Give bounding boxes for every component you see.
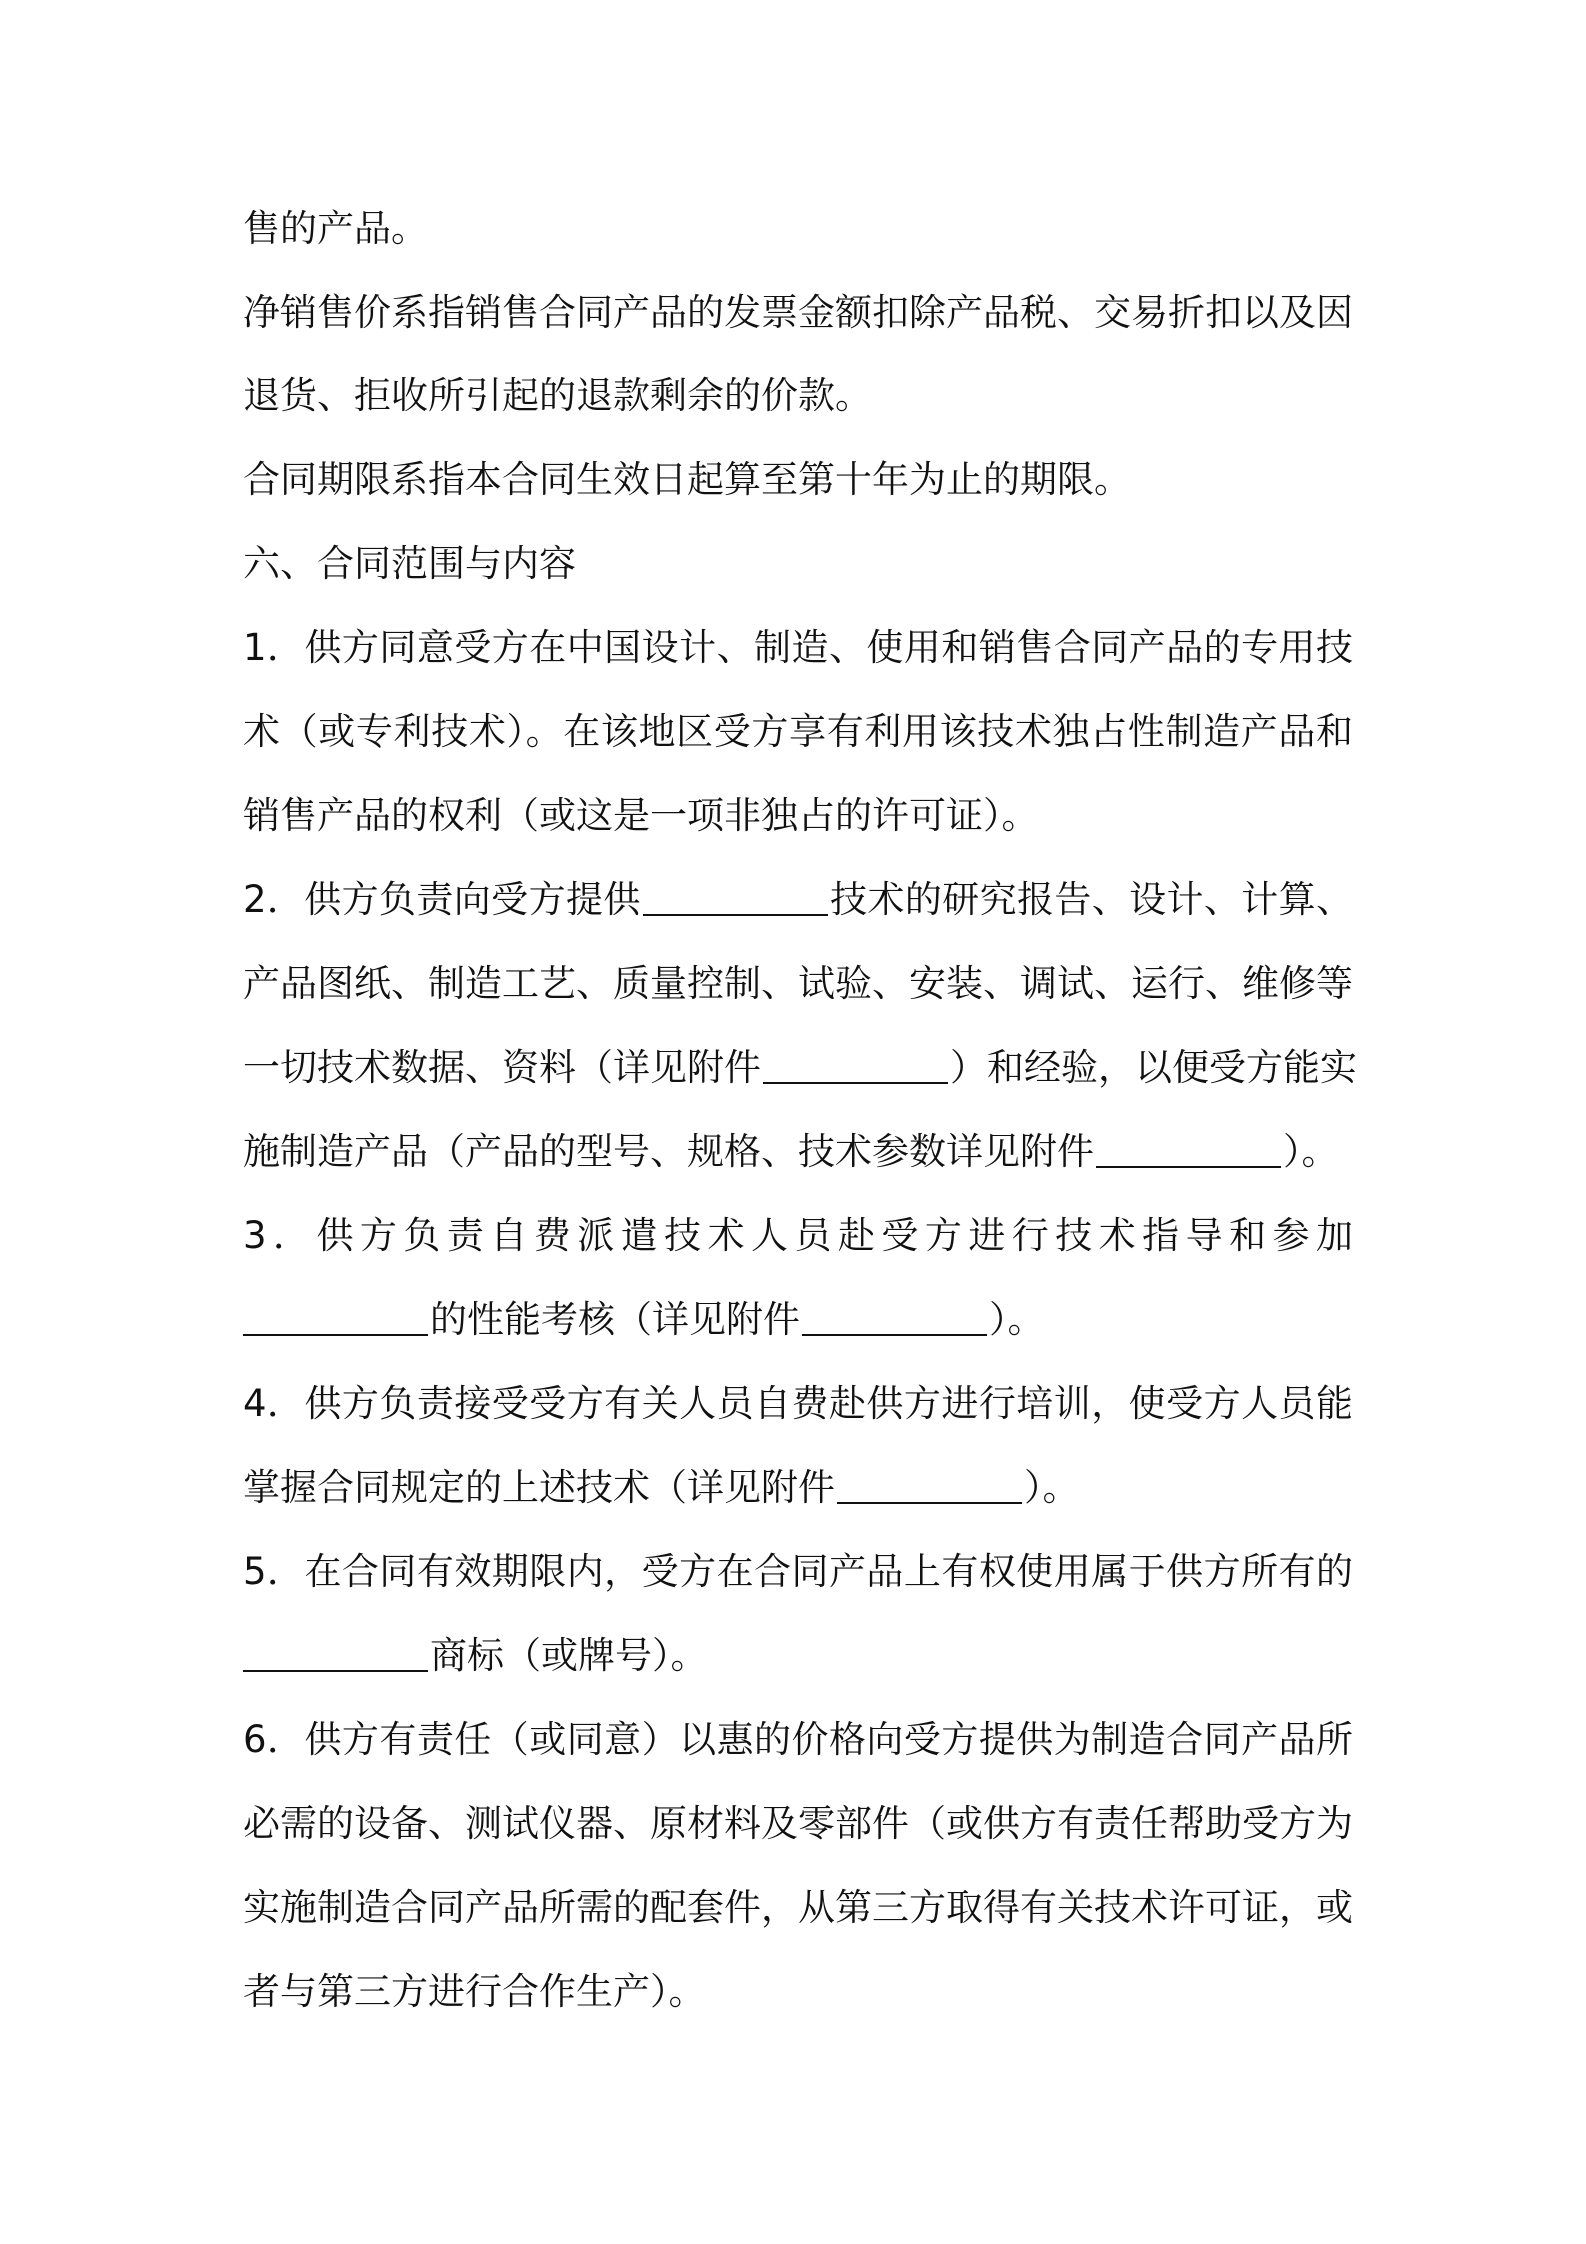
text-segment: 技术的研究报告、设计、计算、 [829,878,1353,921]
section-heading: 六、合同范围与内容 [243,542,576,585]
text-line-16 [243,1464,1353,1512]
text-segment: 2．供方负责向受方提供 [243,878,641,921]
text-line-22: 者与第三方进行合作生产）。 [243,1970,706,2013]
fill-in-blank[interactable] [1096,1132,1281,1168]
text-segment: 商标（或牌号）。 [430,1634,708,1677]
text-line-7: 术（或专利技术）。在该地区受方享有利用该技术独占性制造产品和 [243,710,1353,753]
text-segment: ）。 [989,1298,1045,1341]
text-line-6: 1．供方同意受方在中国设计、制造、使用和销售合同产品的专用技 [243,626,1353,669]
text-line-9 [243,876,1353,924]
text-line-10: 产品图纸、制造工艺、质量控制、试验、安装、调试、运行、维修等 [243,962,1353,1005]
fill-in-blank[interactable] [243,1636,428,1672]
text-line-12 [243,1128,1353,1176]
text-line-11 [243,1044,1357,1092]
text-line-14 [243,1296,1353,1344]
text-line-21: 实施制造合同产品所需的配套件，从第三方取得有关技术许可证，或 [243,1886,1353,1929]
text-line-1: 售的产品。 [243,207,428,250]
text-segment: ）和经验，以便受方能实 [950,1046,1357,1089]
text-segment: 掌握合同规定的上述技术（详见附件 [243,1466,835,1509]
text-line-8: 销售产品的权利（或这是一项非独占的许可证）。 [243,794,1039,837]
fill-in-blank[interactable] [763,1048,948,1084]
text-line-20: 必需的设备、测试仪器、原材料及零部件（或供方有责任帮助受方为 [243,1802,1353,1845]
text-segment: 的性能考核（详见附件 [430,1298,800,1341]
fill-in-blank[interactable] [837,1468,1022,1504]
text-line-3: 退货、拒收所引起的退款剩余的价款。 [243,374,872,417]
fill-in-blank[interactable] [802,1300,987,1336]
text-segment: ）。 [1024,1466,1080,1509]
text-line-4: 合同期限系指本合同生效日起算至第十年为止的期限。 [243,458,1131,501]
text-line-19: 6．供方有责任（或同意）以惠的价格向受方提供为制造合同产品所 [243,1718,1353,1761]
text-segment: 一切技术数据、资料（详见附件 [243,1046,761,1089]
text-line-13: 3．供方负责自费派遣技术人员赴受方进行技术指导和参加 [243,1214,1353,1257]
text-line-2: 净销售价系指销售合同产品的发票金额扣除产品税、交易折扣以及因 [243,291,1353,334]
text-segment: ）。 [1283,1130,1339,1173]
text-line-17: 5．在合同有效期限内，受方在合同产品上有权使用属于供方所有的 [243,1550,1353,1593]
fill-in-blank[interactable] [643,880,828,916]
text-line-18 [243,1632,1353,1680]
text-line-15: 4．供方负责接受受方有关人员自费赴供方进行培训，使受方人员能 [243,1382,1353,1425]
fill-in-blank[interactable] [243,1300,428,1336]
text-segment: 施制造产品（产品的型号、规格、技术参数详见附件 [243,1130,1094,1173]
